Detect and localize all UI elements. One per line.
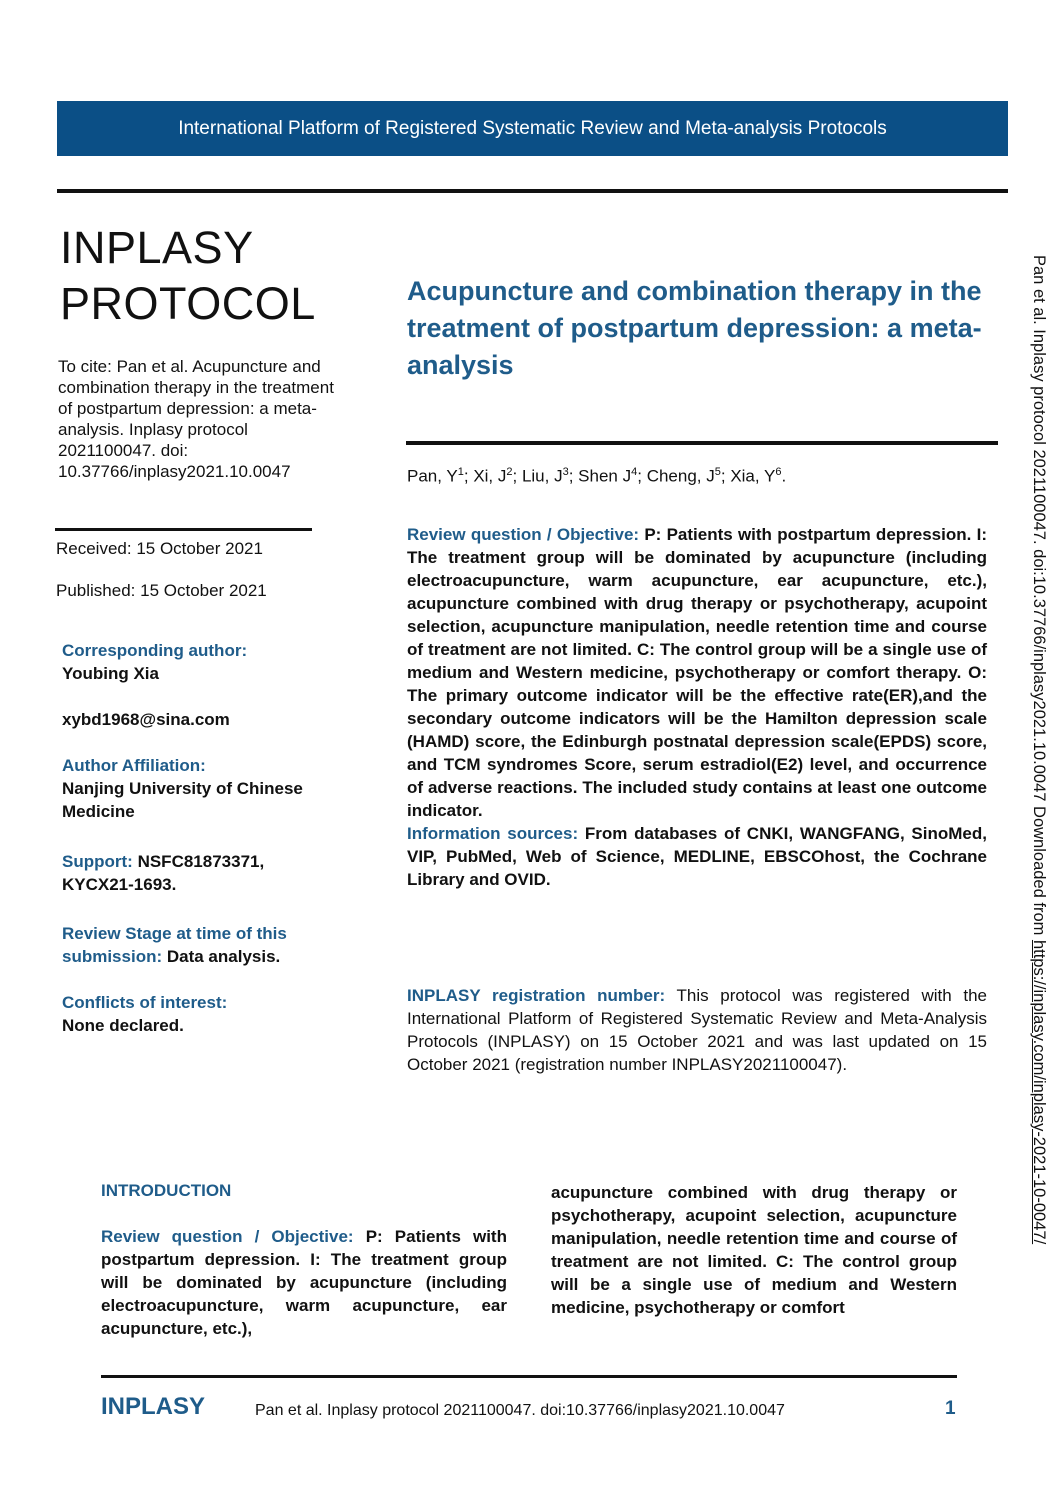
article-title: Acupuncture and combination therapy in the treatment of postpartum depression: a meta-analysis	[407, 276, 982, 380]
author-affiliation-number: 2	[506, 466, 513, 478]
support	[62, 850, 322, 896]
intro-column-1	[101, 1225, 507, 1340]
protocol-label-line1: INPLASY	[60, 222, 254, 273]
side-note-text: Pan et al. Inplasy protocol 2021100047. doi:10.37766/inplasy2021.10.0047 Downloaded from	[1030, 255, 1048, 940]
intro-heading: INTRODUCTION	[101, 1181, 232, 1200]
author-name: Cheng, J	[646, 466, 715, 486]
author-list	[407, 466, 786, 487]
author-separator: ;	[568, 466, 579, 486]
published-date: Published: 15 October 2021	[56, 581, 267, 600]
side-download-note	[1022, 255, 1048, 1363]
author-name: Xia, Y	[730, 466, 776, 486]
author-affiliation-number: 6	[775, 466, 782, 478]
stage-value: Data analysis.	[166, 947, 281, 966]
rq-text: P: Patients with postpartum depression. I: The treatment group will be dominated by acupuncture (including electroacupuncture, warm acupuncture, ear acupuncture, etc.), acupuncture combined with drug therapy or psychotherapy, acupoint selection, acupuncture manipulation, needle retention time and course of treatment are not limited. C: The control group will be a single use of medium and Western medicine, psychotherapy or comfort therapy. O: The primary outcome indicator will be the effective rate(ER),and the secondary outcome indicators will be the Hamilton depression scale (HAMD) score, the Edinburgh postnatal depression scale(EPDS) score, and TCM syndromes Score, serum estradiol(E2) level, and occurrence of adverse reactions. The included study contains at least one outcome indicator.	[407, 525, 987, 820]
corresponding-name: Youbing Xia	[62, 664, 159, 683]
support-value: NSFC81873371, KYCX21-1693.	[62, 852, 265, 894]
support-label: Support:	[62, 852, 133, 871]
author-name: Xi, J	[473, 466, 507, 486]
rq-label: Review question / Objective:	[407, 525, 640, 544]
left-rule	[55, 528, 312, 531]
footer-citation: Pan et al. Inplasy protocol 2021100047. doi:10.37766/inplasy2021.10.0047	[255, 1402, 785, 1419]
author-separator: ;	[512, 466, 522, 486]
author-name: Shen J	[578, 466, 632, 486]
author-separator: ;	[463, 466, 474, 486]
conflicts-label: Conflicts of interest:	[62, 993, 228, 1012]
side-download-link[interactable]: https://inplasy.com/inplasy-2021-10-0047/	[1030, 939, 1048, 1245]
review-stage	[62, 922, 337, 968]
protocol-label-line2: PROTOCOL	[60, 278, 316, 329]
corresponding-author	[62, 639, 362, 685]
footer-rule	[101, 1375, 957, 1378]
header-banner: International Platform of Registered Systematic Review and Meta-analysis Protocols	[57, 101, 1008, 156]
affiliation-value: Nanjing University of Chinese Medicine	[62, 779, 303, 821]
author-name: Pan, Y	[407, 466, 458, 486]
protocol-label	[60, 220, 316, 332]
intro-rq-label: Review question / Objective:	[101, 1227, 354, 1246]
affiliation-label: Author Affiliation:	[62, 756, 206, 775]
abstract	[407, 523, 987, 891]
received-date: Received: 15 October 2021	[56, 539, 263, 558]
info-label: Information sources:	[407, 824, 579, 843]
author-affiliation-number: 1	[457, 466, 464, 478]
citation: To cite: Pan et al. Acupuncture and combination therapy in the treatment of postpartum depression: a meta-analysis. Inplasy protocol 2021100047. doi: 10.37766/inplasy2021.10.0047	[58, 357, 334, 481]
intro-col1-text: P: Patients with postpartum depression. I: The treatment group will be dominated by acupuncture (including electroacupuncture, warm acupuncture, ear acupuncture, etc.),	[101, 1227, 507, 1338]
author-separator: ;	[637, 466, 647, 486]
author-separator: ;	[720, 466, 731, 486]
author-affiliation	[62, 754, 362, 823]
title-rule	[406, 441, 998, 445]
author-affiliation-number: 4	[631, 466, 638, 478]
corresponding-email[interactable]: xybd1968@sina.com	[62, 710, 230, 729]
conflicts	[62, 991, 362, 1037]
reg-label: INPLASY registration number:	[407, 986, 666, 1005]
page-number: 1	[945, 1398, 956, 1419]
corresponding-label: Corresponding author:	[62, 641, 248, 660]
author-affiliation-number: 3	[562, 466, 569, 478]
reg-text: This protocol was registered with the International Platform of Registered Systematic Review and Meta-Analysis Protocols (INPLASY) on 15 October 2021 and was last updated on 15 October 2021 (registration number INPLASY2021100047).	[407, 986, 987, 1074]
footer-brand: INPLASY	[101, 1393, 206, 1420]
registration	[407, 984, 987, 1076]
top-rule	[57, 189, 1008, 193]
author-affiliation-number: 5	[714, 466, 721, 478]
intro-column-2: acupuncture combined with drug therapy or psychotherapy, acupoint selection, acupuncture manipulation, needle retention time and course of treatment are not limited. C: The control group will be a single use of medium and Western medicine, psychotherapy or comfort	[551, 1183, 957, 1317]
author-separator: .	[781, 466, 787, 486]
author-name: Liu, J	[521, 466, 563, 486]
conflicts-value: None declared.	[62, 1016, 184, 1035]
info-text: From databases of CNKI, WANGFANG, SinoMed, VIP, PubMed, Web of Science, MEDLINE, EBSCOhost, the Cochrane Library and OVID.	[407, 824, 987, 889]
stage-label: Review Stage at time of this submission:	[62, 924, 287, 966]
